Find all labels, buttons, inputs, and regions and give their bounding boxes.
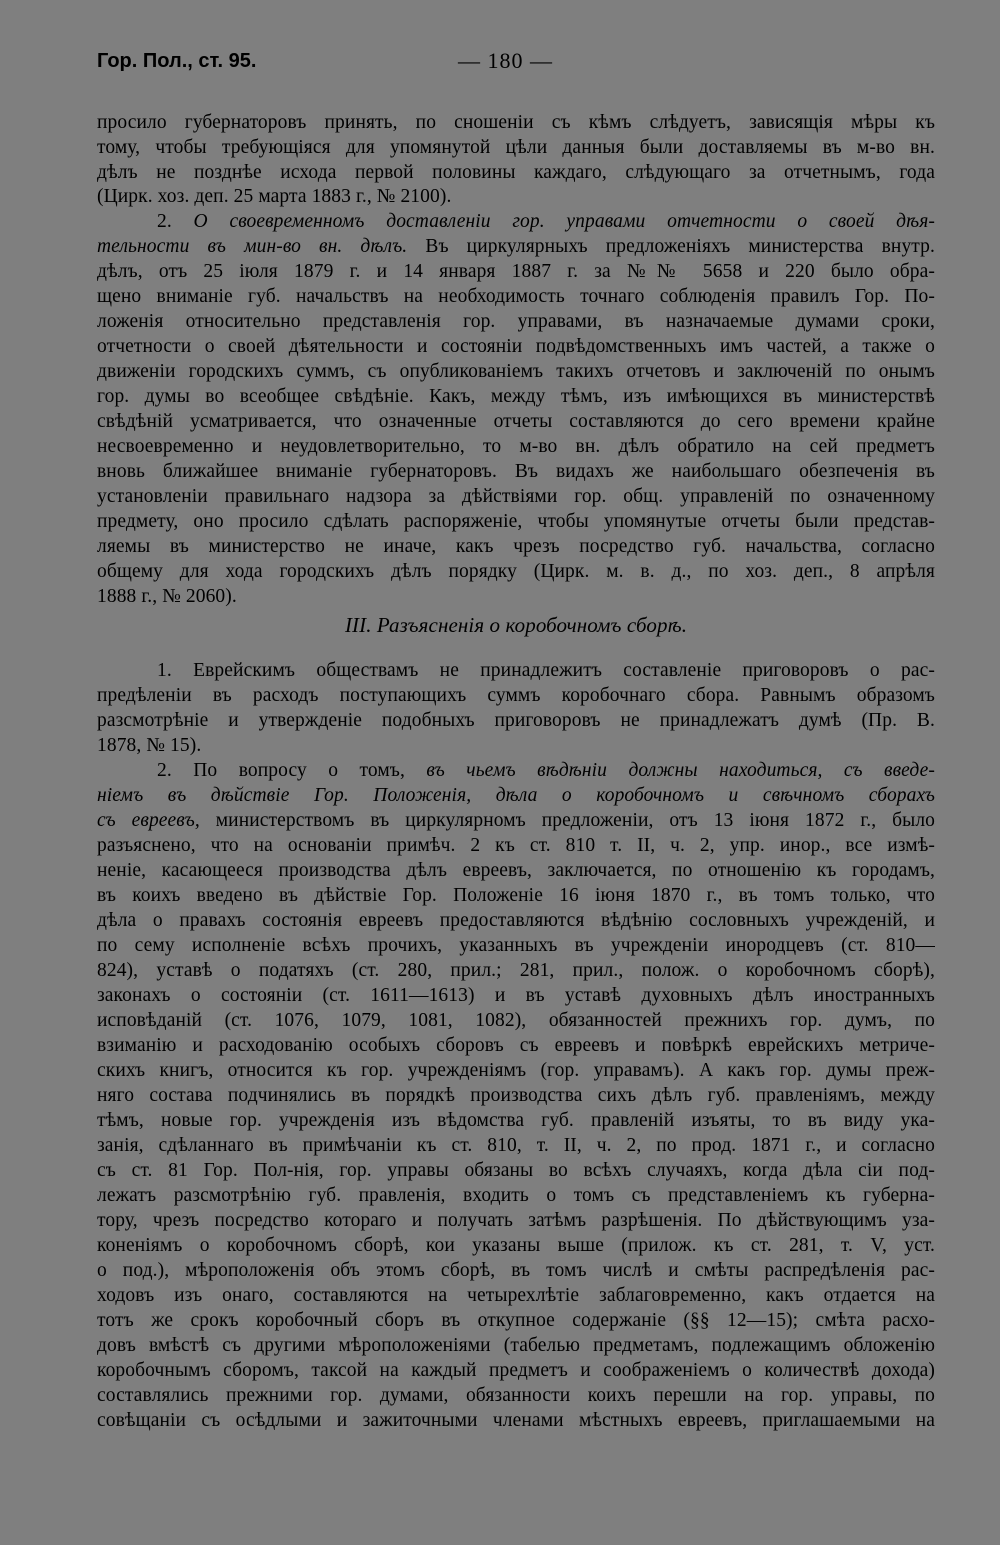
text-line	[97, 1109, 935, 1133]
text-run: гор. думы во всеобщее свѣдѣніе. Какъ, между тѣмъ, изъ имѣющихся въ министерствѣ	[97, 386, 935, 407]
text-run: 824), уставѣ о податяхъ (ст. 280, прил.; 281, прил., полож. о коробочномъ сборѣ),	[97, 960, 935, 981]
text-line	[97, 1184, 935, 1208]
text-line	[97, 1059, 935, 1083]
italic-text-run: III. Разъясненія о коробочномъ сборѣ.	[344, 613, 688, 637]
text-run: разъяснено, что на основаніи примѣч. 2 къ ст. 810 т. II, ч. 2, упр. инор., все измѣ-	[97, 835, 935, 856]
text-line	[97, 684, 935, 708]
text-run: о под.), мѣроположенія объ этомъ сборѣ, въ томъ числѣ и смѣты распредѣленія рас-	[97, 1260, 935, 1281]
text-line	[157, 210, 935, 234]
text-run: совѣщаніи съ осѣдлыми и зажиточными членами мѣстныхъ евреевъ, приглашаемыми на	[97, 1410, 935, 1431]
text-line	[97, 984, 935, 1008]
text-run: дѣлъ, отъ 25 іюля 1879 г. и 14 января 1887 г. за №№ 5658 и 220 было обра-	[97, 261, 935, 282]
text-run: 1878, № 15).	[97, 735, 202, 756]
text-line	[97, 260, 935, 284]
text-run: движеніи городскихъ суммъ, съ опубликованіемъ такихъ отчетовъ и заключеній по онымъ	[97, 361, 935, 382]
text-line	[97, 1009, 935, 1033]
text-line	[97, 560, 935, 584]
text-run: 2.	[157, 211, 194, 232]
text-line	[97, 1284, 935, 1308]
text-line	[97, 335, 935, 359]
text-run: 1888 г., № 2060).	[97, 586, 237, 607]
text-run: въ коихъ введено въ дѣйствіе Гор. Положеніе 16 іюня 1870 г., въ томъ только, что	[97, 885, 935, 906]
text-run: 2. По вопросу о томъ,	[157, 760, 427, 781]
text-run: предмету, оно просило сдѣлать распоряженіе, чтобы упомянутые отчеты были представ-	[97, 511, 935, 532]
text-line	[157, 659, 935, 683]
text-line	[157, 759, 935, 783]
text-line	[97, 734, 935, 758]
text-line	[97, 809, 935, 833]
text-run: несвоевременно и неудовлетворительно, то м-во вн. дѣлъ обратило на сей предметъ	[97, 436, 935, 457]
text-line	[97, 934, 935, 958]
text-line	[97, 111, 935, 135]
text-line	[97, 235, 935, 259]
text-run: вновь ближайшее вниманіе губернаторовъ. Въ видахъ же наибольшаго обезпеченія въ	[97, 461, 935, 482]
text-run: неніе, касающееся производства дѣлъ евреевъ, заключается, по отношенію къ городамъ,	[97, 860, 935, 881]
text-line	[97, 435, 935, 459]
italic-text-run: О своевременномъ доставленіи гор. управами отчетности о своей дѣя-	[193, 211, 935, 232]
text-run: дѣлъ не позднѣе исхода первой половины каждаго, слѣдующаго за отчетнымъ, года	[97, 162, 935, 183]
text-run: министерствомъ въ циркулярномъ предложеніи, отъ 13 іюня 1872 г., было	[199, 810, 935, 831]
text-line	[97, 510, 935, 534]
text-run: свѣдѣній усматривается, что означенные отчеты составляются до сего времени крайне	[97, 411, 935, 432]
text-run: тѣмъ, новые гор. учрежденія изъ вѣдомства губ. правленій изъяты, то въ виду ука-	[97, 1110, 935, 1131]
text-run: взиманію и расходованію особыхъ сборовъ съ евреевъ и повѣркѣ еврейскихъ метриче-	[97, 1035, 935, 1056]
text-run: общему для хода городскихъ дѣлъ порядку (Цирк. м. в. д., по хоз. деп., 8 апрѣля	[97, 561, 935, 582]
text-run: законахъ о состояніи (ст. 1611—1613) и въ уставѣ духовныхъ дѣлъ иностранныхъ	[97, 985, 935, 1006]
text-line	[97, 485, 935, 509]
text-run: установленіи правильнаго надзора за дѣйствіями гор. общ. управленій по означенному	[97, 486, 935, 507]
text-line	[97, 784, 935, 808]
text-run: (Цирк. хоз. деп. 25 марта 1883 г., № 2100).	[97, 186, 452, 207]
text-run: исповѣданій (ст. 1076, 1079, 1081, 1082), обязанностей прежнихъ гор. думъ, по	[97, 1010, 935, 1031]
text-line	[97, 859, 935, 883]
text-line	[97, 161, 935, 185]
text-run: коробочнымъ сборомъ, таксой на каждый предметъ и соображеніемъ о количествѣ дохода)	[97, 1360, 935, 1381]
text-line	[97, 1384, 935, 1408]
text-line	[97, 460, 935, 484]
text-run: тору, чрезъ посредство котораго и получать затѣмъ разрѣшенія. По дѣйствующимъ уза-	[97, 1210, 935, 1231]
page-number: — 180 —	[458, 48, 553, 73]
text-line	[97, 1309, 935, 1333]
italic-text-run: съ евреевъ,	[97, 810, 200, 831]
text-line	[97, 410, 935, 434]
text-run: просило губернаторовъ принять, по сношеніи съ кѣмъ слѣдуетъ, зависящія мѣры къ	[97, 112, 935, 133]
text-run: составлялись прежними гор. думами, обязанности коихъ перешли на гор. управы, по	[97, 1385, 935, 1406]
text-line	[97, 884, 935, 908]
text-line	[97, 1234, 935, 1258]
text-line	[97, 1409, 935, 1433]
text-run: скихъ книгъ, относится къ гор. учрежденіямъ (гор. управамъ). А какъ гор. думы преж-	[97, 1060, 935, 1081]
section-heading	[97, 613, 935, 637]
text-line	[97, 1259, 935, 1283]
text-line	[97, 385, 935, 409]
text-run: 1. Еврейскимъ обществамъ не принадлежитъ составленіе приговоровъ о рас-	[157, 660, 935, 681]
text-line	[97, 1209, 935, 1233]
text-run: занія, сдѣланнаго въ примѣчаніи къ ст. 810, т. II, ч. 2, по прод. 1871 г., и согласно	[97, 1135, 935, 1156]
text-line	[97, 834, 935, 858]
text-run: коненіямъ о коробочномъ сборѣ, кои указаны выше (прилож. къ ст. 281, т. V, уст.	[97, 1235, 935, 1256]
text-line	[97, 1334, 935, 1358]
text-line	[97, 1159, 935, 1183]
text-line	[97, 585, 935, 609]
text-line	[97, 1134, 935, 1158]
text-run: довъ вмѣстѣ съ другими мѣроположеніями (табелью предметамъ, подлежащимъ обложенію	[97, 1335, 935, 1356]
text-run: разсмотрѣніе и утвержденіе подобныхъ приговоровъ не принадлежатъ думѣ (Пр. В.	[97, 710, 935, 731]
text-line	[97, 959, 935, 983]
text-line	[97, 535, 935, 559]
text-run: отчетности о своей дѣятельности и состояніи подвѣдомственныхъ имъ частей, а также о	[97, 336, 935, 357]
text-line	[97, 285, 935, 309]
text-run: няго состава подчинялись въ порядкѣ производства сихъ дѣлъ губ. правленіямъ, между	[97, 1085, 935, 1106]
text-line	[97, 709, 935, 733]
text-run: ляемы въ министерство не иначе, какъ чрезъ посредство губ. начальства, согласно	[97, 536, 935, 557]
text-run: щено вниманіе губ. начальствъ на необходимость точнаго соблюденія правилъ Гор. По-	[97, 286, 935, 307]
text-run: тотъ же срокъ коробочный сборъ въ откупное содержаніе (§§ 12—15); смѣта расхо-	[97, 1310, 935, 1331]
text-line	[97, 909, 935, 933]
text-run: предѣленіи въ расходъ поступающихъ суммъ коробочнаго сбора. Равнымъ образомъ	[97, 685, 935, 706]
italic-text-run: ніемъ въ дѣйствіе Гор. Положенія, дѣла о коробочномъ и свѣчномъ сборахъ	[97, 785, 935, 806]
text-run: Въ циркулярныхъ предложеніяхъ министерства внутр.	[407, 236, 935, 257]
text-run: дѣла о правахъ состоянія евреевъ предоставляются вѣдѣнію сословныхъ учрежденій, и	[97, 910, 935, 931]
text-run: ложенія относительно представленія гор. управами, въ назначаемые думами сроки,	[97, 311, 935, 332]
italic-text-run: въ чьемъ вѣдѣніи должны находиться, съ введе-	[426, 760, 935, 781]
text-run: съ ст. 81 Гор. Пол-нія, гор. управы обязаны во всѣхъ случаяхъ, когда дѣла сіи под-	[97, 1160, 935, 1181]
running-header-section: Гор. Пол., ст. 95.	[97, 50, 257, 72]
text-run: по сему исполненіе всѣхъ прочихъ, указанныхъ въ учрежденіи инородцевъ (ст. 810—	[97, 935, 935, 956]
italic-text-run: тельности въ мин-во вн. дѣлъ.	[97, 236, 408, 257]
text-line	[97, 310, 935, 334]
text-line	[97, 185, 935, 209]
text-line	[97, 1359, 935, 1383]
text-line	[97, 360, 935, 384]
text-run: ходовъ изъ онаго, составляются на четырехлѣтіе заблаговременно, какъ отдается на	[97, 1285, 935, 1306]
text-run: лежатъ разсмотрѣнію губ. правленія, входить о томъ съ представленіемъ къ губерна-	[97, 1185, 935, 1206]
text-line	[97, 1084, 935, 1108]
text-line	[97, 1034, 935, 1058]
text-line	[97, 136, 935, 160]
text-run: тому, чтобы требующіяся для упомянутой цѣли данныя были доставляемы въ м-во вн.	[97, 137, 935, 158]
